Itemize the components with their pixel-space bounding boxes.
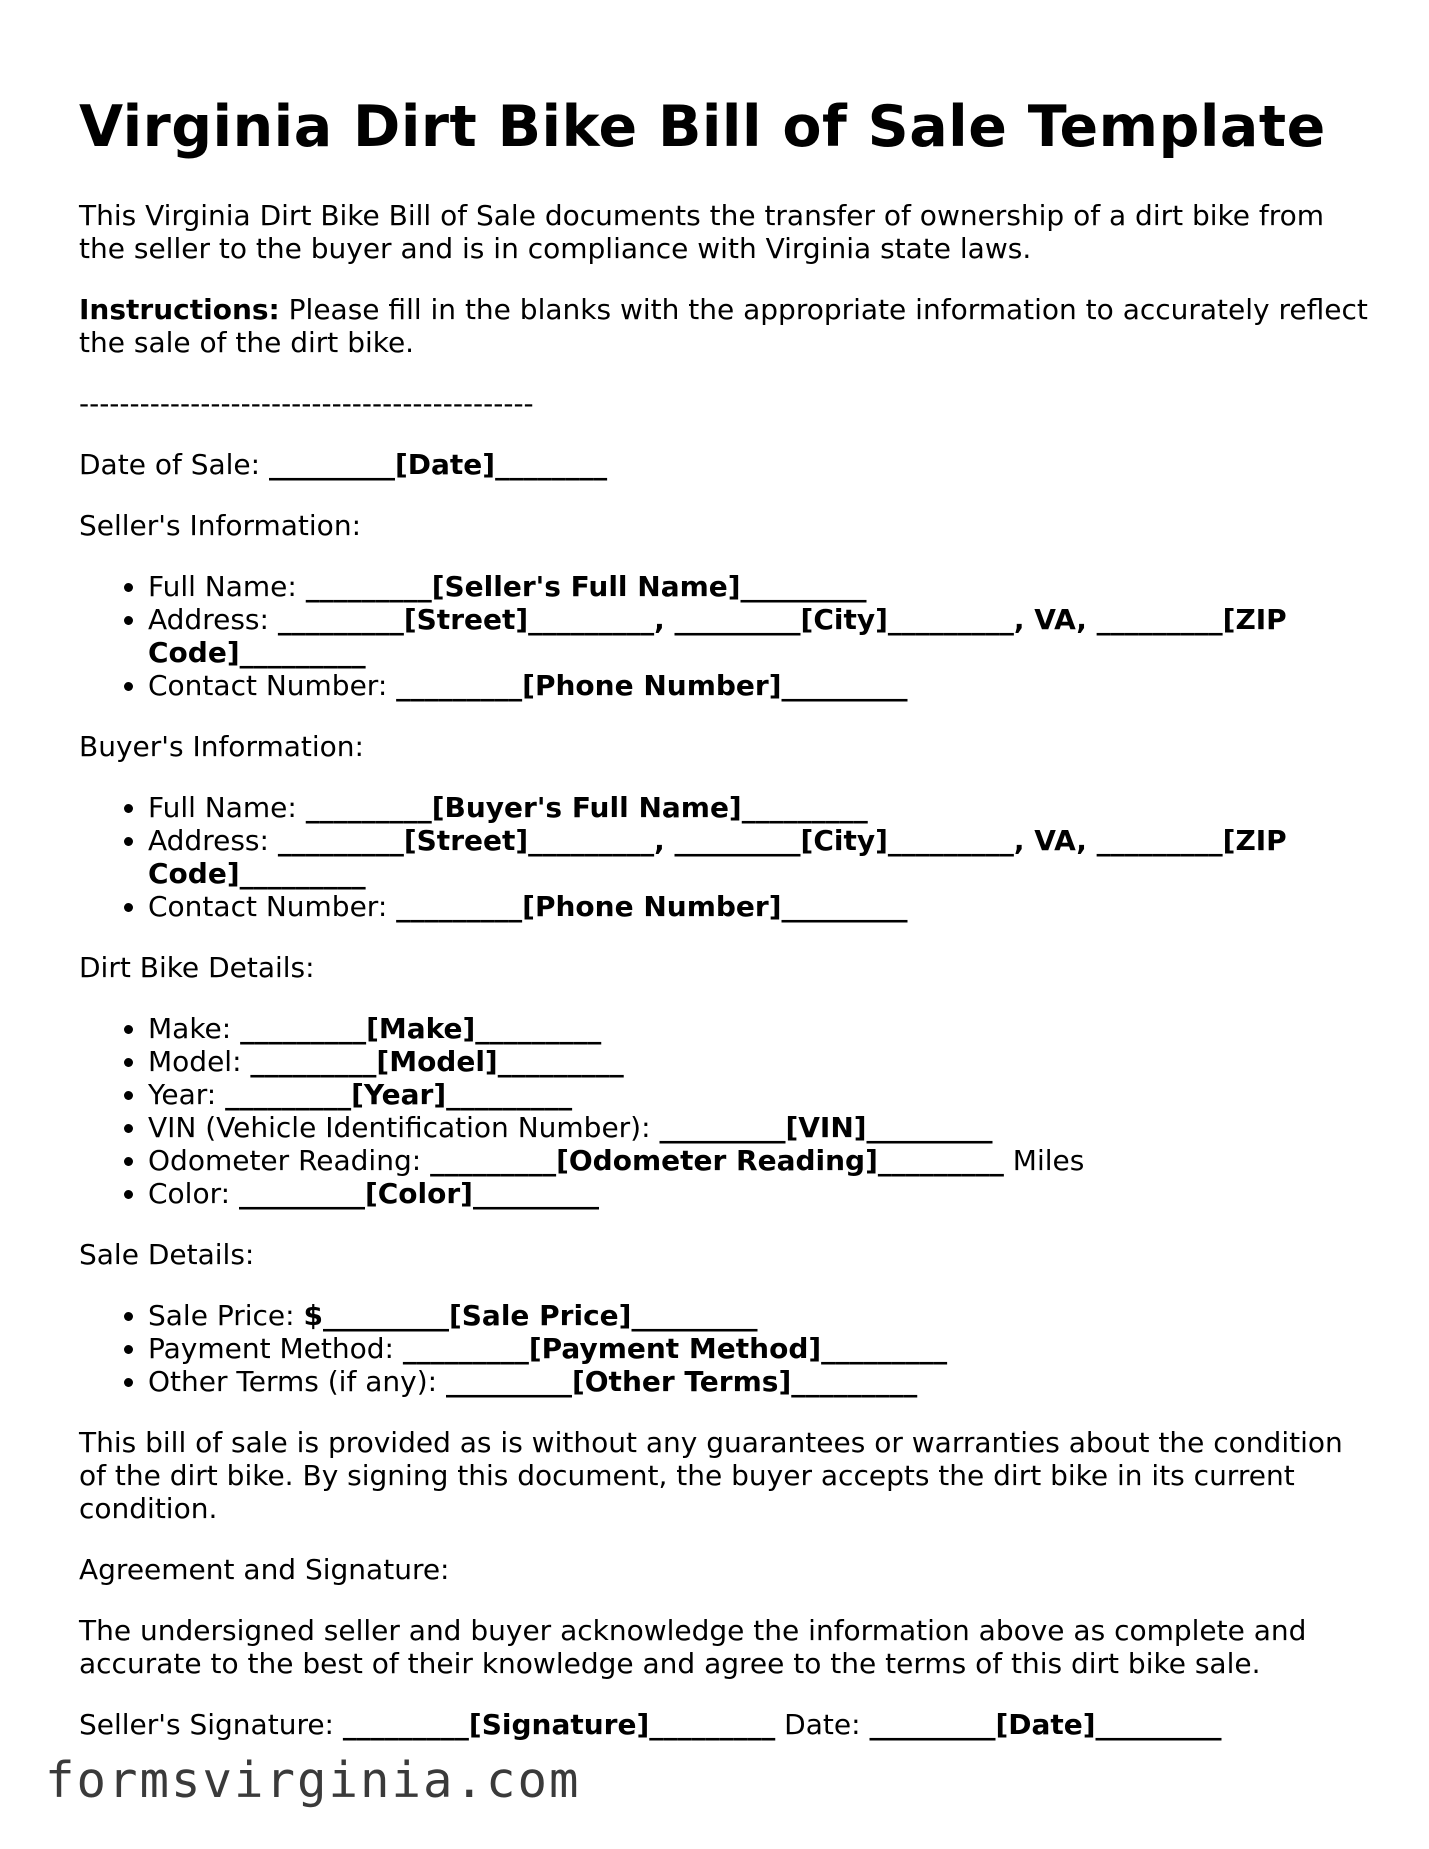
price-label: Sale Price:: [148, 1298, 304, 1332]
buyer-info-list: [79, 791, 1369, 923]
payment-method-field: _________[Payment Method]_________: [402, 1331, 948, 1365]
year-field: _________[Year]_________: [225, 1077, 573, 1111]
payment-method-label: Payment Method:: [148, 1331, 403, 1365]
odometer-label: Odometer Reading:: [148, 1143, 431, 1177]
model-field: _________[Model]_________: [250, 1044, 624, 1078]
watermark: formsvirginia.com: [45, 1752, 581, 1809]
color-field: _________[Color]_________: [238, 1176, 599, 1210]
instructions-label: Instructions:: [79, 292, 280, 326]
as-is-paragraph: This bill of sale is provided as is without any guarantees or warranties about the condition of the dirt bike. By signing this document, the buyer accepts the dirt bike in its current condition.: [79, 1425, 1343, 1525]
list-item: [148, 1045, 1369, 1078]
sale-details-list: [79, 1299, 1369, 1398]
seller-heading: Seller's Information:: [79, 508, 361, 542]
list-item: [148, 603, 1369, 669]
sale-heading: Sale Details:: [79, 1237, 255, 1271]
buyer-address-field: _________[Street]_________, _________[City]_________, VA, _________[ZIP Code]_________: [148, 823, 1287, 890]
date-of-sale-field: _________[Date]________: [268, 447, 608, 481]
list-item: [148, 1177, 1369, 1210]
seller-contact-label: Contact Number:: [148, 668, 397, 702]
other-terms-field: _________[Other Terms]_________: [445, 1364, 918, 1398]
agreement-heading: Agreement and Signature:: [79, 1552, 450, 1586]
list-item: [148, 1144, 1369, 1177]
buyer-heading: Buyer's Information:: [79, 729, 364, 763]
date-of-sale: [79, 448, 1369, 481]
year-label: Year:: [148, 1077, 226, 1111]
list-item: [148, 1299, 1369, 1332]
seller-signature-line: [79, 1708, 1369, 1741]
buyer-contact-label: Contact Number:: [148, 889, 397, 923]
document-page: [79, 95, 1369, 1769]
list-item: [148, 1365, 1369, 1398]
make-field: _________[Make]_________: [240, 1011, 602, 1045]
list-item: [148, 1012, 1369, 1045]
seller-signature-label: Seller's Signature:: [79, 1707, 343, 1741]
seller-signature-field: _________[Signature]_________: [342, 1707, 776, 1741]
seller-address-label: Address:: [148, 602, 278, 636]
list-item: [148, 1332, 1369, 1365]
divider: ---------------------------------------------: [79, 386, 534, 420]
other-terms-label: Other Terms (if any):: [148, 1364, 446, 1398]
list-item: [148, 824, 1369, 890]
intro-paragraph: This Virginia Dirt Bike Bill of Sale documents the transfer of ownership of a dirt bike from the seller to the buyer and is in compliance with Virginia state laws.: [79, 198, 1325, 265]
bike-details-list: [79, 1012, 1369, 1210]
list-item: [148, 1111, 1369, 1144]
list-item: [148, 791, 1369, 824]
bike-heading: Dirt Bike Details:: [79, 950, 315, 984]
odometer-unit: Miles: [1003, 1143, 1085, 1177]
seller-name-label: Full Name:: [148, 569, 306, 603]
vin-field: _________[VIN]_________: [659, 1110, 993, 1144]
agreement-paragraph: The undersigned seller and buyer acknowledge the information above as complete and accurate to the best of their knowledge and agree to the terms of this dirt bike sale.: [79, 1613, 1307, 1680]
instructions-paragraph: [79, 293, 1369, 359]
buyer-name-field: _________[Buyer's Full Name]_________: [305, 790, 868, 824]
make-label: Make:: [148, 1011, 241, 1045]
buyer-name-label: Full Name:: [148, 790, 306, 824]
seller-address-field: _________[Street]_________, _________[City]_________, VA, _________[ZIP Code]_________: [148, 602, 1287, 669]
date-of-sale-label: Date of Sale:: [79, 447, 269, 481]
page-title: Virginia Dirt Bike Bill of Sale Template: [79, 94, 1326, 160]
list-item: [148, 570, 1369, 603]
seller-name-field: _________[Seller's Full Name]_________: [305, 569, 867, 603]
model-label: Model:: [148, 1044, 251, 1078]
signature-date-field: _________[Date]_________: [869, 1707, 1222, 1741]
instructions-text: Please fill in the blanks with the appropriate information to accurately reflect the sale of the dirt bike.: [79, 292, 1368, 359]
buyer-address-label: Address:: [148, 823, 278, 857]
odometer-field: _________[Odometer Reading]_________: [430, 1143, 1004, 1177]
buyer-contact-field: _________[Phone Number]_________: [396, 889, 908, 923]
signature-date-label: Date:: [775, 1707, 870, 1741]
list-item: [148, 669, 1369, 702]
seller-contact-field: _________[Phone Number]_________: [396, 668, 908, 702]
list-item: [148, 890, 1369, 923]
seller-info-list: [79, 570, 1369, 702]
list-item: [148, 1078, 1369, 1111]
vin-label: VIN (Vehicle Identification Number):: [148, 1110, 660, 1144]
color-label: Color:: [148, 1176, 239, 1210]
price-field: $_________[Sale Price]_________: [303, 1298, 758, 1332]
